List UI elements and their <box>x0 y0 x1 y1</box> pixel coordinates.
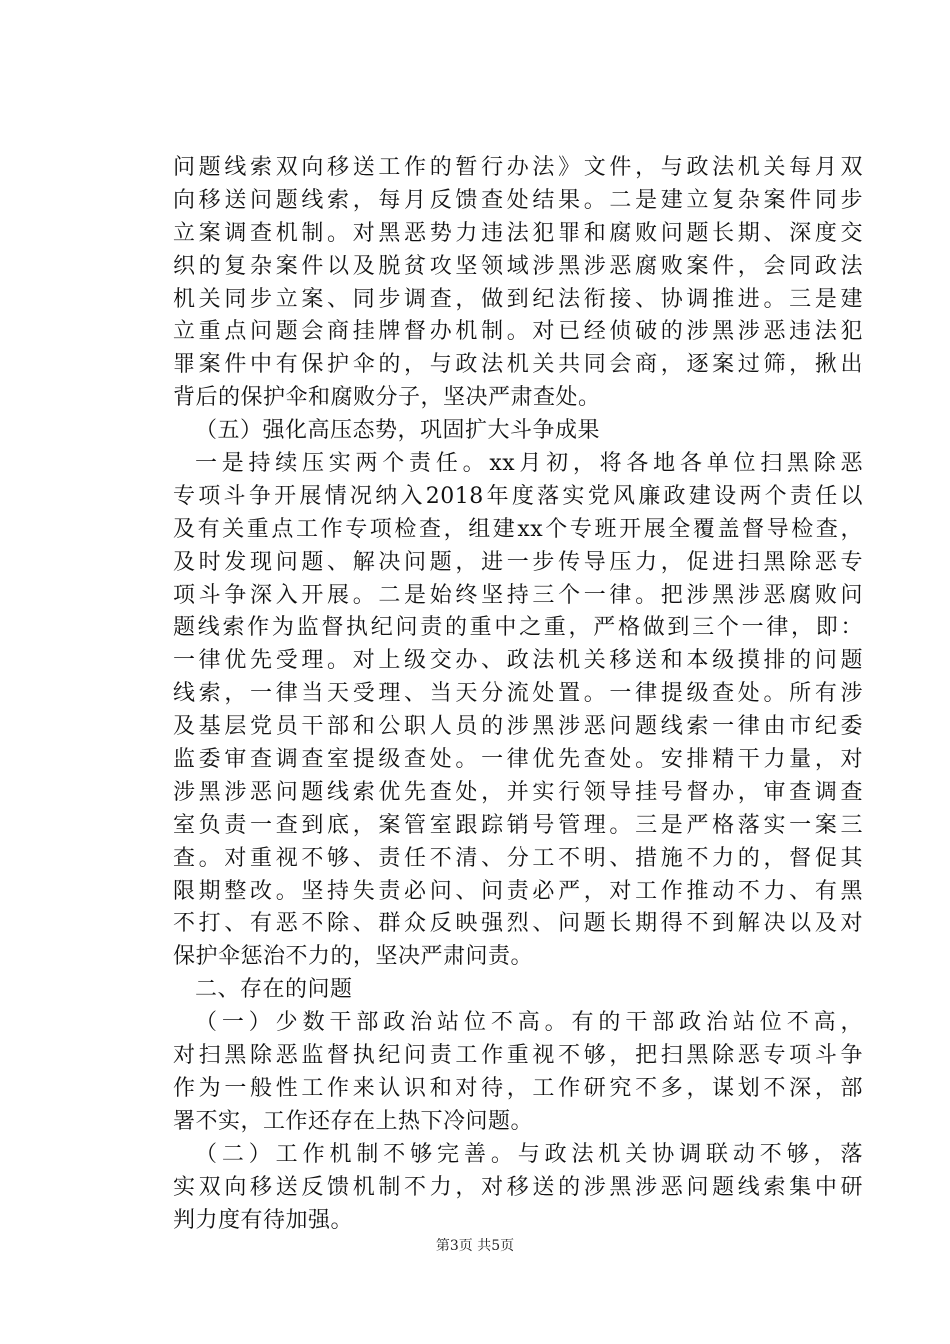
text-line: 不打、有恶不除、群众反映强烈、问题长期得不到解决以及对 <box>173 911 863 937</box>
text-line: 及有关重点工作专项检查，组建xx个专班开展全覆盖督导检查， <box>173 516 863 542</box>
text-line: 查。对重视不够、责任不清、分工不明、措施不力的，督促其 <box>173 845 863 871</box>
text-line: 项斗争深入开展。二是始终坚持三个一律。把涉黑涉恶腐败问 <box>173 582 863 608</box>
text-line: （二）工作机制不够完善。与政法机关协调联动不够，落 <box>195 1141 863 1167</box>
text-line: 监委审查调查室提级查处。一律优先查处。安排精干力量，对 <box>173 747 863 773</box>
text-line: 对扫黑除恶监督执纪问责工作重视不够，把扫黑除恶专项斗争 <box>173 1043 863 1069</box>
text-line: 立重点问题会商挂牌督办机制。对已经侦破的涉黑涉恶违法犯 <box>173 319 863 345</box>
page-footer: 第3页 共5页 <box>435 1238 515 1254</box>
text-line: 限期整改。坚持失责必问、问责必严，对工作推动不力、有黑 <box>173 878 863 904</box>
text-line: 立案调查机制。对黑恶势力违法犯罪和腐败问题长期、深度交 <box>173 220 863 246</box>
text-line: 实双向移送反馈机制不力，对移送的涉黑涉恶问题线索集中研 <box>173 1174 863 1200</box>
text-line: 及基层党员干部和公职人员的涉黑涉恶问题线索一律由市纪委 <box>173 714 863 740</box>
text-line: 一律优先受理。对上级交办、政法机关移送和本级摸排的问题 <box>173 648 863 674</box>
text-line: 判力度有待加强。 <box>173 1207 354 1233</box>
text-line: 保护伞惩治不力的，坚决严肃问责。 <box>173 944 534 970</box>
text-line: 织的复杂案件以及脱贫攻坚领域涉黑涉恶腐败案件，会同政法 <box>173 253 863 279</box>
text-line: 一是持续压实两个责任。xx月初，将各地各单位扫黑除恶 <box>195 451 863 477</box>
text-line: （五）强化高压态势，巩固扩大斗争成果 <box>195 418 601 444</box>
text-line: 线索，一律当天受理、当天分流处置。一律提级查处。所有涉 <box>173 681 863 707</box>
text-line: 署不实，工作还存在上热下冷问题。 <box>173 1108 534 1134</box>
text-line: 专项斗争开展情况纳入2018年度落实党风廉政建设两个责任以 <box>173 483 863 509</box>
text-line: 题线索作为监督执纪问责的重中之重，严格做到三个一律，即： <box>173 615 863 641</box>
document-body <box>173 152 863 1237</box>
text-line: 向移送问题线索，每月反馈查处结果。二是建立复杂案件同步 <box>173 187 863 213</box>
text-line: 室负责一查到底，案管室跟踪销号管理。三是严格落实一案三 <box>173 812 863 838</box>
text-line: 背后的保护伞和腐败分子，坚决严肃查处。 <box>173 385 601 411</box>
text-line: 机关同步立案、同步调查，做到纪法衔接、协调推进。三是建 <box>173 286 863 312</box>
text-line: （一）少数干部政治站位不高。有的干部政治站位不高， <box>195 1010 863 1036</box>
text-line: 罪案件中有保护伞的，与政法机关共同会商，逐案过筛，揪出 <box>173 352 863 378</box>
text-line: 问题线索双向移送工作的暂行办法》文件，与政法机关每月双 <box>173 155 863 180</box>
text-line: 涉黑涉恶问题线索优先查处，并实行领导挂号督办，审查调查 <box>173 779 863 805</box>
text-line: 作为一般性工作来认识和对待，工作研究不多，谋划不深，部 <box>173 1075 863 1101</box>
text-line: 二、存在的问题 <box>195 977 353 1003</box>
text-line: 及时发现问题、解决问题，进一步传导压力，促进扫黑除恶专 <box>173 549 863 575</box>
